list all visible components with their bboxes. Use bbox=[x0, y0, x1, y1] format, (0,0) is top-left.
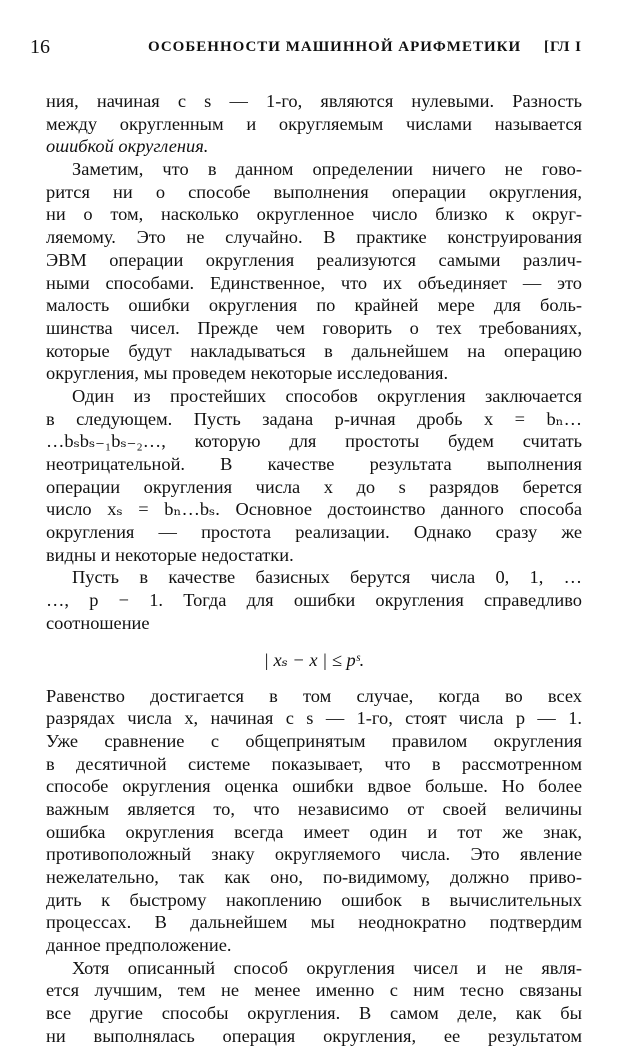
text-line: …bₛbₛ₋₁bₛ₋₂…, которую для простоты будем считать bbox=[46, 431, 582, 452]
text-line: видны и некоторые недостатки. bbox=[46, 544, 294, 565]
running-header bbox=[30, 36, 582, 60]
text-line: которые будут накладываться в дальнейшем на операцию bbox=[46, 340, 582, 361]
text-line: соотношение bbox=[46, 612, 150, 633]
text-line: ляемому. Это не случайно. В практике конструирования bbox=[46, 227, 582, 248]
page-number: 16 bbox=[30, 36, 50, 58]
text-line: нежелательно, так как оно, по-видимому, должно приво- bbox=[46, 867, 582, 887]
text-line: неотрицательной. В качестве результата выполнения bbox=[46, 454, 582, 474]
text-line: важным является то, что независимо от своей величины bbox=[46, 798, 582, 819]
running-title: ОСОБЕННОСТИ МАШИННОЙ АРИФМЕТИКИ bbox=[148, 39, 522, 55]
text-line: шинства чисел. Прежде чем говорить о тех требованиях, bbox=[46, 317, 582, 338]
text-line: ными способами. Единственное, что их объединяет — это bbox=[46, 272, 582, 293]
text-line: ЭВМ операции округления реализуются самыми различ- bbox=[46, 249, 582, 270]
text-line: ется лучшим, тем не менее именно с ним тесно связаны bbox=[46, 980, 582, 1001]
text-line: Один из простейших способов округления заключается bbox=[72, 385, 582, 406]
text-line: Заметим, что в данном определении ничего не гово- bbox=[72, 159, 582, 180]
text-line: округления — простота реализации. Однако сразу же bbox=[46, 522, 582, 543]
text-line: данное предположение. bbox=[46, 935, 232, 956]
text-line: в десятичной системе показывает, что в рассмотренном bbox=[46, 753, 582, 774]
text-line: округления, мы проведем некоторые исследования. bbox=[46, 363, 449, 384]
text-line: ни о том, насколько округленное число близко к округ- bbox=[46, 204, 582, 225]
text-line: Хотя описанный способ округления чисел и не явля- bbox=[72, 957, 582, 978]
text-line: рится ни о способе выполнения операции округления, bbox=[46, 181, 582, 202]
text-line: Пусть в качестве базисных берутся числа 0, 1, … bbox=[72, 567, 582, 588]
text-line: число xₛ = bₙ…bₛ. Основное достоинство данного способа bbox=[46, 499, 582, 520]
text-line: ния, начиная с s — 1-го, являются нулевыми. Разность bbox=[46, 91, 582, 111]
text-line: ошибка округления всегда имеет один и тот же знак, bbox=[46, 821, 582, 842]
formula: | xₛ − x | ≤ pˢ. bbox=[263, 649, 365, 670]
text-line: …, p − 1. Тогда для ошибки округления справедливо bbox=[46, 590, 582, 611]
text-line: способе округления оценка ошибки вдвое больше. Но более bbox=[46, 776, 582, 797]
text-line: ни выполнялась операция округления, ее результатом bbox=[46, 1025, 582, 1046]
text-line: малость ошибки округления по крайней мере для боль- bbox=[46, 295, 582, 316]
text-line: в следующем. Пусть задана p-ичная дробь x = bₙ… bbox=[46, 408, 582, 429]
text-line: операции округления числа x до s разрядов берется bbox=[46, 476, 582, 497]
text-line: разрядах числа x, начиная с s — 1-го, стоят числа p — 1. bbox=[46, 708, 582, 729]
text-line: между округленным и округляемым числами называется bbox=[46, 113, 582, 134]
text-line: противоположный знаку округляемого числа. Это явление bbox=[46, 844, 582, 865]
text-line: Равенство достигается в том случае, когда во всех bbox=[46, 685, 582, 706]
text-line: дить к быстрому накоплению ошибок в вычислительных bbox=[46, 889, 582, 910]
chapter-marker: [ГЛ I bbox=[543, 39, 582, 55]
text-line: процессах. В дальнейшем мы неоднократно подтвердим bbox=[46, 912, 582, 933]
text-line: Уже сравнение с общепринятым правилом округления bbox=[46, 730, 582, 751]
body-text bbox=[46, 90, 582, 1048]
text-line: все другие способы округления. В самом деле, как бы bbox=[46, 1003, 582, 1024]
term-definition: ошибкой округления. bbox=[46, 136, 209, 157]
